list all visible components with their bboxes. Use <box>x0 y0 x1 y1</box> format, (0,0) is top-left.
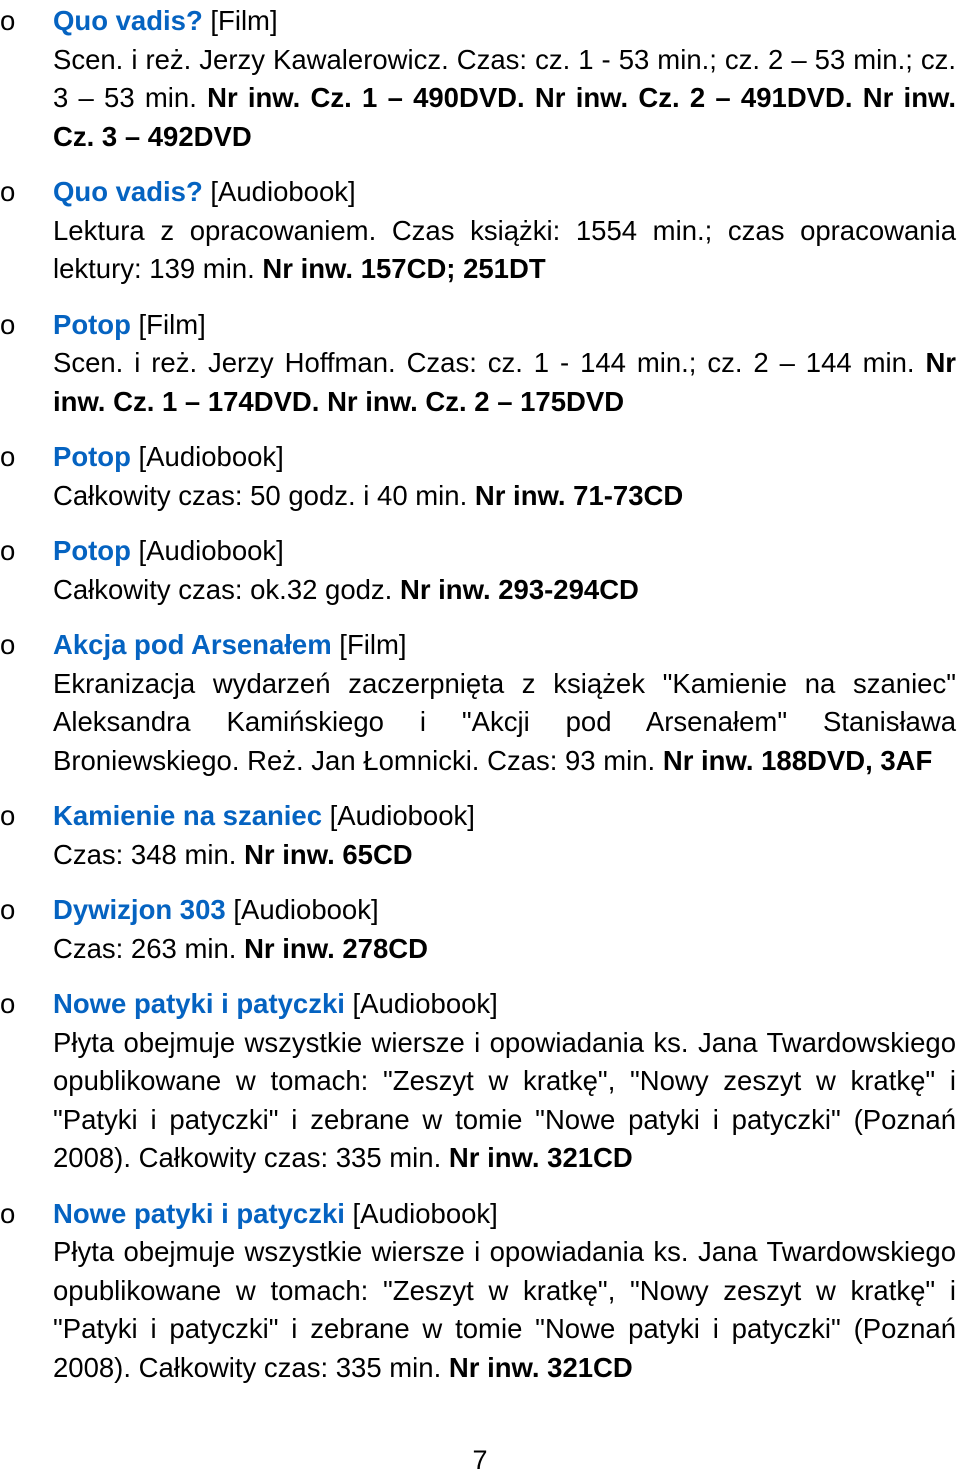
bullet-icon: o <box>0 535 16 566</box>
entry-description <box>53 1233 956 1387</box>
entry-heading <box>53 1195 956 1234</box>
entry-heading <box>53 2 956 41</box>
entry-heading <box>53 985 956 1024</box>
entry-description <box>53 571 956 610</box>
entry-title: Potop <box>53 308 131 340</box>
inventory-label: Nr inw. <box>399 573 491 605</box>
entry-description <box>53 665 956 781</box>
entry-description-text: Czas: 348 min. <box>53 838 245 870</box>
catalog-entry <box>0 0 960 156</box>
inventory-label: Nr inw. <box>448 1351 540 1383</box>
entry-description-text: Całkowity czas: 50 godz. i 40 min. <box>53 479 475 511</box>
entry-title: Nowe patyki i patyczki <box>53 988 345 1019</box>
entry-type: [Film] <box>202 5 278 36</box>
bullet-icon: o <box>0 894 16 925</box>
entry-heading <box>53 797 956 836</box>
catalog-entry <box>0 532 960 609</box>
catalog-entry <box>0 438 960 515</box>
entry-heading <box>53 173 956 212</box>
entry-description-text: Płyta obejmuje wszystkie wiersze i opowiadania ks. Jana Twardowskiego opublikowane w tomach: "Zeszyt w kratkę", "Nowy zeszyt w kratkę" i "Patyki i patyczki" i zebrane w tomie "Nowe patyki i patyczki" (Poznań 2008). Całkowity czas: 335 min. <box>53 1026 956 1173</box>
entry-type: [Film] <box>331 629 407 660</box>
inventory-number: 188DVD, 3AF <box>753 744 933 776</box>
catalog-entry <box>0 985 960 1178</box>
catalog-entry <box>0 306 960 422</box>
inventory-number: 321CD <box>539 1142 633 1173</box>
bullet-icon: o <box>0 1197 16 1229</box>
inventory-number: 321CD <box>539 1351 633 1383</box>
entry-description <box>53 930 956 969</box>
entry-title: Potop <box>53 441 131 472</box>
entry-description: Scen. i reż. Jerzy Hoffman. Czas: cz. 1 - 144 min.; cz. 2 – 144 min. Nr inw. Cz. 1 – 174DVD. Nr inw. Cz. 2 – 175DVD <box>53 347 956 417</box>
inventory-label: Nr inw. <box>244 838 335 870</box>
inventory-number: 65CD <box>334 838 413 870</box>
bullet-icon: o <box>0 441 16 472</box>
entry-type: [Audiobook] <box>202 176 356 207</box>
entry-type: [Audiobook] <box>344 1197 498 1229</box>
entry-heading <box>53 306 956 345</box>
entry-heading <box>53 626 956 665</box>
inventory-number: 71-73CD <box>565 479 684 511</box>
entry-title: Kamienie na szaniec <box>53 800 323 831</box>
bullet-icon: o <box>0 988 16 1019</box>
catalog-entry <box>0 173 960 289</box>
entry-type: [Film] <box>130 308 206 340</box>
entry-title: Quo vadis? <box>53 5 203 36</box>
inventory-label: Nr inw. <box>662 744 754 776</box>
entry-type: [Audiobook] <box>130 535 284 566</box>
entry-title: Quo vadis? <box>53 176 203 207</box>
catalog-entry <box>0 1195 960 1388</box>
entry-type: [Audiobook] <box>322 800 475 831</box>
catalog-entry <box>0 797 960 874</box>
entry-description: Scen. i reż. Jerzy Kawalerowicz. Czas: cz. 1 - 53 min.; cz. 2 – 53 min.; cz. 3 – 53 min. Nr inw. Cz. 1 – 490DVD. Nr inw. Cz. 2 – 491DVD. Nr inw. Cz. 3 – 492DVD <box>53 43 956 152</box>
inventory-number: 293-294CD <box>490 573 639 605</box>
inventory-label: Nr inw. <box>244 932 335 964</box>
bullet-icon: o <box>0 5 16 36</box>
bullet-icon: o <box>0 308 16 340</box>
entry-description-text: Całkowity czas: ok.32 godz. <box>53 573 400 605</box>
bullet-icon: o <box>0 629 16 660</box>
inventory-number: 278CD <box>334 932 428 964</box>
entry-type: [Audiobook] <box>130 441 284 472</box>
entry-title: Potop <box>53 535 131 566</box>
bullet-icon: o <box>0 800 16 831</box>
entry-description <box>53 477 956 516</box>
inventory-label: Nr inw. <box>448 1142 540 1173</box>
entry-description <box>53 1024 956 1178</box>
entry-title: Akcja pod Arsenałem <box>53 629 332 660</box>
entry-heading <box>53 532 956 571</box>
entry-description-text: Czas: 263 min. <box>53 932 245 964</box>
page-number: 7 <box>472 1445 488 1475</box>
entry-title: Dywizjon 303 <box>53 894 226 925</box>
catalog-entry <box>0 626 960 780</box>
entry-type: [Audiobook] <box>225 894 379 925</box>
bullet-icon: o <box>0 176 16 207</box>
entry-title: Nowe patyki i patyczki <box>53 1197 345 1229</box>
entry-description-text: Płyta obejmuje wszystkie wiersze i opowiadania ks. Jana Twardowskiego opublikowane w tomach: "Zeszyt w kratkę", "Nowy zeszyt w kratkę" i "Patyki i patyczki" i zebrane w tomie "Nowe patyki i patyczki" (Poznań 2008). Całkowity czas: 335 min. <box>53 1236 956 1383</box>
catalog-entry <box>0 891 960 968</box>
entry-heading <box>53 438 956 477</box>
entry-description <box>53 836 956 875</box>
entry-type: [Audiobook] <box>344 988 498 1019</box>
entry-heading <box>53 891 956 930</box>
entry-description: Lektura z opracowaniem. Czas książki: 1554 min.; czas opracowania lektury: 139 min. Nr inw. 157CD; 251DT <box>53 214 956 284</box>
entry-description-text: Ekranizacja wydarzeń zaczerpnięta z książek "Kamienie na szaniec" Aleksandra Kamińskiego i "Akcji pod Arsenałem" Stanisława Broniewskiego. Reż. Jan Łomnicki. Czas: 93 min. <box>53 667 956 776</box>
inventory-label: Nr inw. <box>474 479 566 511</box>
